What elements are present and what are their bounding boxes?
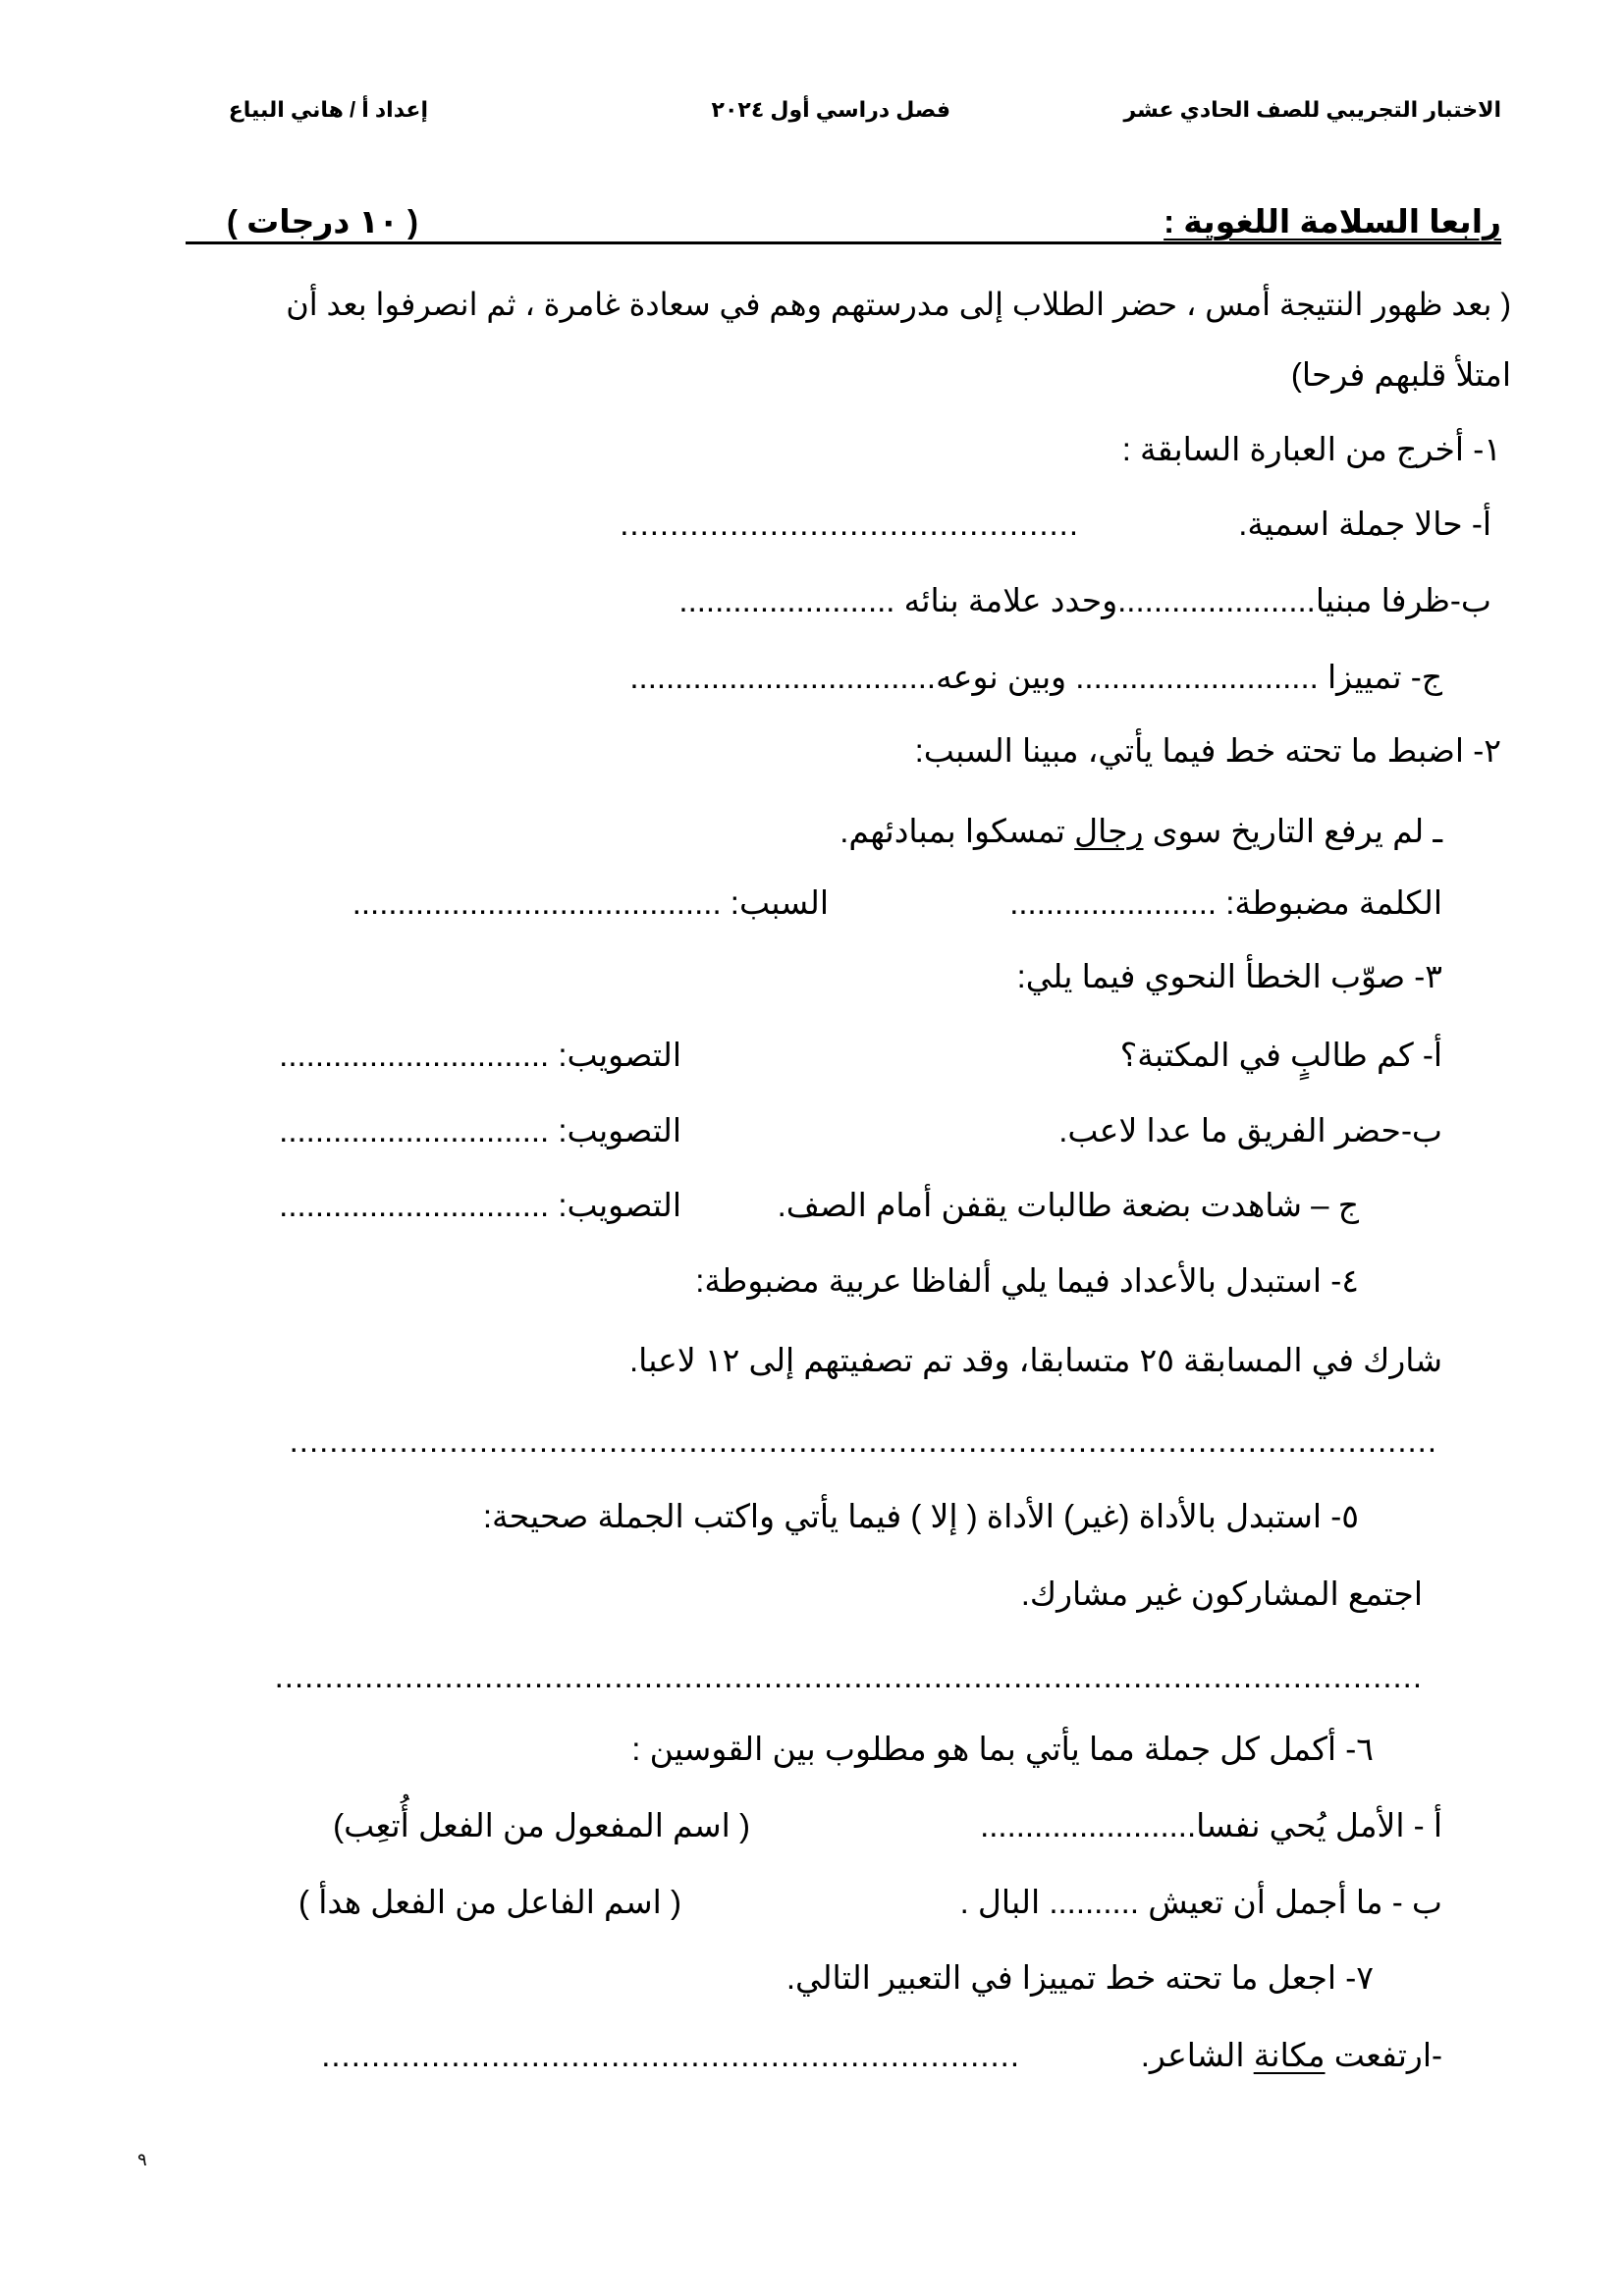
q4-stem: ٤- استبدل بالأعداد فيما يلي ألفاظا عربية مضبوطة:	[695, 1262, 1359, 1299]
q1-c-answer-line-2[interactable]: ..................................	[629, 659, 937, 695]
q4-sentence: شارك في المسابقة ٢٥ متسابقا، وقد تم تصفيتهم إلى ١٢ لاعبا.	[629, 1342, 1442, 1378]
q6-b-answer-line[interactable]: ..........	[1049, 1884, 1140, 1920]
q5-sentence: اجتمع المشاركون غير مشارك.	[1020, 1575, 1423, 1612]
q2-sentence	[839, 812, 1442, 851]
q2-word-answer-line[interactable]: .......................	[1009, 884, 1218, 921]
q3-b-fix-answer-line[interactable]: ..............................	[279, 1112, 550, 1148]
q7-answer-line[interactable]: ......................................................................	[321, 2037, 1020, 2073]
q7-sentence-post: الشاعر.	[1140, 2037, 1254, 2073]
passage-line-2: امتلأ قلبهم فرحا)	[1290, 356, 1511, 393]
q3-fix-label: التصويب:	[558, 1112, 681, 1148]
q1-b-answer-line[interactable]: ......................	[1117, 582, 1316, 618]
page-number: ٩	[137, 2150, 147, 2169]
q7-sentence	[1141, 2036, 1442, 2075]
q3-stem: ٣- صوّب الخطأ النحوي فيما يلي:	[1016, 958, 1442, 994]
q3-c: ج – شاهدت بضعة طالبات يقفن أمام الصف.	[777, 1187, 1359, 1223]
q1-c-label: ج- تمييزا	[1326, 659, 1442, 695]
section-title: رابعا السلامة اللغوية :	[1164, 203, 1501, 240]
q6-b-post: البال .	[959, 1884, 1041, 1920]
q6-b-label: ب - ما أجمل أن تعيش	[1148, 1884, 1442, 1920]
q3-fix-label: التصويب:	[558, 1037, 681, 1073]
q3-c-fix-answer-line[interactable]: ..............................	[279, 1187, 550, 1223]
q3-a: أ- كم طالبٍ في المكتبة؟	[1119, 1037, 1442, 1073]
header-term: فصل دراسي أول ٢٠٢٤	[711, 97, 950, 122]
q4-answer-line[interactable]: ...................................................................................................................	[289, 1422, 1437, 1459]
q1-c-answer-line[interactable]: ...........................	[1075, 659, 1319, 695]
q7-stem: ٧- اجعل ما تحته خط تمييزا في التعبير التالي.	[785, 1959, 1374, 1996]
q1-b-sentence	[678, 581, 1491, 620]
q2-underlined-word: رجال	[1074, 813, 1144, 849]
q3-b-fix	[279, 1111, 681, 1150]
q1-b-label: ب-ظرفا مبنيا	[1315, 582, 1491, 618]
q1-c-sentence	[629, 658, 1442, 697]
q2-reason-row	[352, 883, 829, 923]
q2-reason-label: السبب:	[730, 884, 829, 921]
section-underline	[186, 241, 1501, 244]
q1-b-answer-line-2[interactable]: ........................	[678, 582, 895, 618]
q3-a-fix	[279, 1036, 681, 1075]
q1-stem: ١- أخرج من العبارة السابقة :	[1121, 431, 1501, 467]
q1-a-answer-line[interactable]: ..............................................	[620, 506, 1079, 542]
q5-answer-line[interactable]: ...................................................................................................................	[274, 1658, 1423, 1694]
q6-a-label: أ - الأمل يُحي نفسا	[1196, 1807, 1442, 1843]
header-exam-title: الاختبار التجريبي للصف الحادي عشر	[1123, 97, 1501, 122]
section-marks: ( ١٠ درجات )	[226, 203, 418, 240]
q2-word-label: الكلمة مضبوطة:	[1225, 884, 1442, 921]
q1-c-mid: وبين نوعه	[936, 659, 1067, 695]
q6-a-sentence	[980, 1806, 1442, 1845]
q3-a-fix-answer-line[interactable]: ..............................	[279, 1037, 550, 1073]
passage-line-1: ( بعد ظهور النتيجة أمس ، حضر الطلاب إلى مدرستهم وهم في سعادة غامرة ، ثم انصرفوا بعد أن	[286, 287, 1511, 322]
q7-underlined-word: مكانة	[1253, 2037, 1326, 2073]
q3-b: ب-حضر الفريق ما عدا لاعب.	[1058, 1112, 1442, 1148]
q6-a-answer-line[interactable]: ........................	[980, 1807, 1197, 1843]
q6-stem: ٦- أكمل كل جملة مما يأتي بما هو مطلوب بين القوسين :	[631, 1731, 1374, 1767]
q3-fix-label: التصويب:	[558, 1187, 681, 1223]
q6-b-sentence	[960, 1883, 1442, 1922]
q3-c-fix	[279, 1186, 681, 1225]
header-author: إعداد أ / هاني البياع	[228, 97, 428, 122]
q2-reason-answer-line[interactable]: .........................................	[352, 884, 722, 921]
q2-stem: ٢- اضبط ما تحته خط فيما يأتي، مبينا السبب:	[914, 732, 1501, 769]
q7-sentence-pre: -ارتفعت	[1325, 2037, 1442, 2073]
q1-a-label: أ- حالا جملة اسمية.	[1238, 506, 1491, 542]
q2-word-row	[1009, 883, 1442, 923]
q2-sentence-post: تمسكوا بمبادئهم.	[839, 813, 1075, 849]
q5-stem: ٥- استبدل بالأداة (غير) الأداة ( إلا ) فيما يأتي واكتب الجملة صحيحة:	[482, 1498, 1359, 1534]
q6-a-hint: ( اسم المفعول من الفعل أُتعِب)	[333, 1807, 750, 1843]
q2-sentence-pre: ـ لم يرفع التاريخ سوى	[1143, 813, 1442, 849]
q1-b-mid: وحدد علامة بنائه	[903, 582, 1118, 618]
q6-b-hint: ( اسم الفاعل من الفعل هدأ )	[298, 1884, 681, 1920]
